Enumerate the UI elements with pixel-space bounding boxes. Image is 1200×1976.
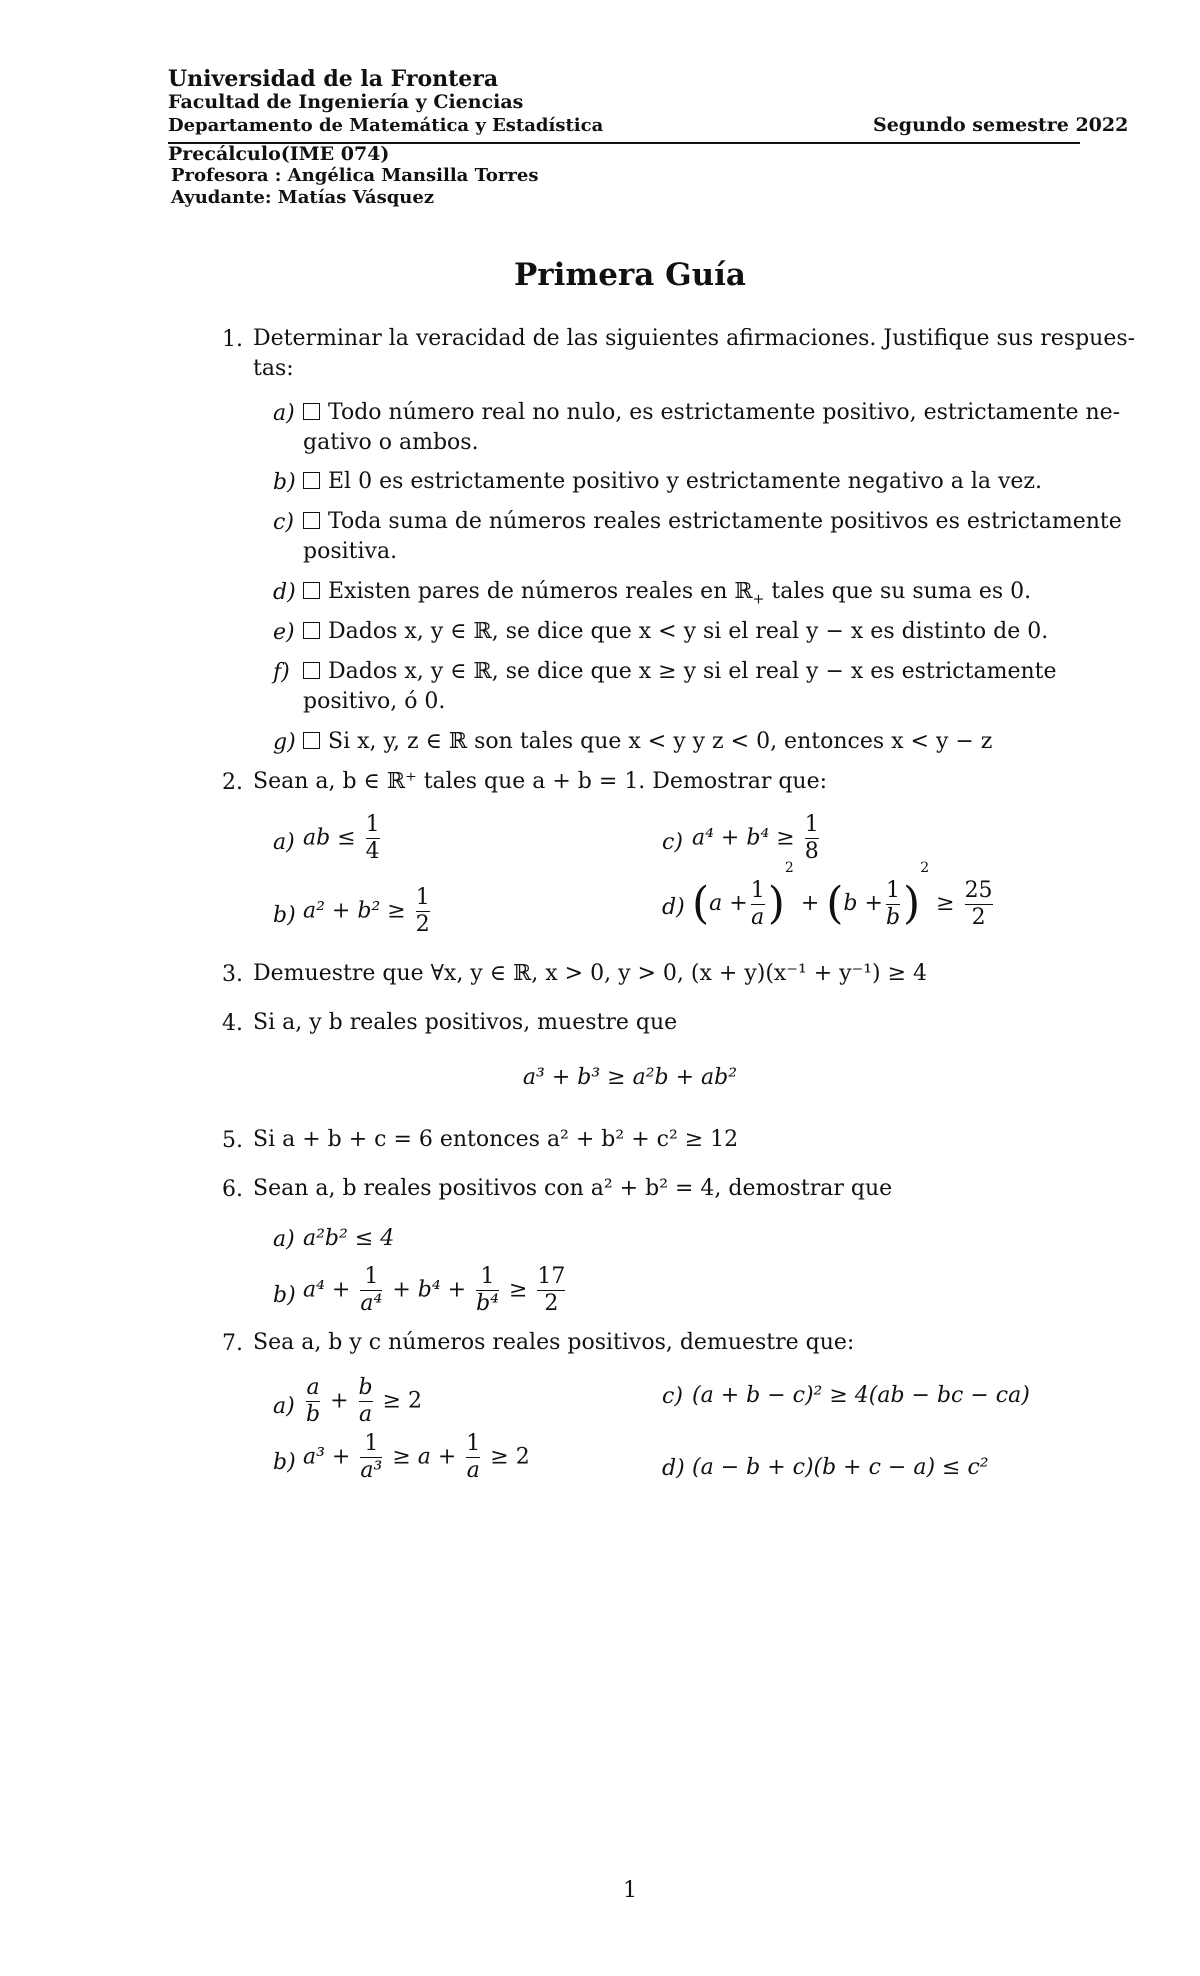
denominator: 8 (804, 839, 819, 864)
q1g-label: g) (273, 730, 296, 755)
q1d-label: d) (273, 580, 296, 605)
plus-sign: + (330, 1388, 349, 1414)
q3-text: Demuestre que ∀x, y ∈ ℝ, x > 0, y > 0, (x + y)(x⁻¹ + y⁻¹) ≥ 4 (253, 961, 928, 986)
q1c-label: c) (273, 510, 294, 535)
q1f-text-line1: Dados x, y ∈ ℝ, se dice que x ≥ y si el real y − x es estrictamente (328, 659, 1057, 684)
q2b-label: b) (273, 903, 296, 928)
q7b-part1: a³ + (303, 1444, 351, 1470)
exponent: 2 (784, 860, 794, 876)
fraction (751, 878, 765, 931)
q6a-label: a) (273, 1227, 295, 1252)
numerator: 25 (964, 877, 993, 903)
q1e-text: Dados x, y ∈ ℝ, se dice que x < y si el real y − x es distinto de 0. (328, 619, 1049, 644)
q1c-text-line2: positiva. (303, 539, 398, 564)
q1-number: 1. (222, 327, 243, 352)
numerator: b (358, 1375, 373, 1400)
q6b-part3: ≥ (508, 1277, 528, 1303)
numerator: a (306, 1375, 320, 1400)
professor: Profesora : Angélica Mansilla Torres (171, 165, 539, 186)
fraction (965, 878, 993, 931)
q1-text-line1: Determinar la veracidad de las siguientes afirmaciones. Justifique sus respues- (253, 326, 1136, 351)
denominator: a³ (360, 1458, 383, 1483)
q1a-item (303, 398, 1120, 458)
denominator: b (306, 1402, 321, 1427)
numerator: 1 (885, 877, 900, 903)
q5-number: 5. (222, 1128, 243, 1153)
right-paren: ) (767, 878, 785, 929)
denominator: 2 (537, 1290, 565, 1317)
q1g-item (303, 727, 992, 757)
q1d-text-post: tales que su suma es 0. (764, 579, 1032, 604)
q2b-lhs: a² + b² ≥ (303, 898, 406, 924)
course-name: Precálculo(IME 074) (168, 143, 390, 165)
left-paren: ( (826, 878, 844, 929)
q1d-subscript: + (752, 591, 765, 608)
q1b-text: El 0 es estrictamente positivo y estrictamente negativo a la vez. (328, 469, 1042, 494)
fraction (476, 1264, 499, 1317)
q7a-rhs: ≥ 2 (382, 1388, 423, 1414)
q1c-text-line1: Toda suma de números reales estrictamente positivos es estrictamente (328, 509, 1122, 534)
faculty-name: Facultad de Ingeniería y Ciencias (168, 91, 524, 113)
q1d-item (303, 577, 1031, 614)
q1d-text-pre: Existen pares de números reales en ℝ (328, 579, 753, 604)
q4-number: 4. (222, 1011, 243, 1036)
q2a-lhs: ab ≤ (303, 825, 356, 851)
q1b-label: b) (273, 470, 296, 495)
denominator: a⁴ (360, 1291, 383, 1316)
q1f-label: f) (273, 660, 290, 685)
q7-number: 7. (222, 1331, 243, 1356)
q7b-label: b) (273, 1450, 296, 1475)
numerator: 1 (750, 877, 765, 903)
right-paren: ) (903, 878, 921, 929)
q1-text (253, 324, 1135, 384)
q1e-item (303, 617, 1048, 647)
q2d-expr (692, 860, 996, 931)
denominator: a (466, 1458, 480, 1483)
fraction (886, 878, 900, 931)
checkbox-icon[interactable] (303, 512, 320, 529)
department-name: Departamento de Matemática y Estadística (168, 115, 604, 136)
q1a-label: a) (273, 401, 295, 426)
checkbox-icon[interactable] (303, 403, 320, 420)
numerator: 1 (466, 1431, 481, 1456)
q1a-text-line1: Todo número real no nulo, es estrictamente positivo, estrictamente ne- (328, 400, 1121, 425)
checkbox-icon[interactable] (303, 662, 320, 679)
fraction (306, 1375, 320, 1428)
q7d-label: d) (662, 1456, 685, 1481)
q4-text: Si a, y b reales positivos, muestre que (253, 1010, 678, 1035)
q7-text: Sea a, b y c números reales positivos, demuestre que: (253, 1330, 855, 1355)
q2d-rhs: ≥ (936, 891, 955, 916)
q1f-item (303, 657, 1057, 717)
q2c-expr (692, 812, 822, 865)
q6-number: 6. (222, 1177, 243, 1202)
q5-text: Si a + b + c = 6 entonces a² + b² + c² ≥ 12 (253, 1127, 739, 1152)
q6b-part2: + b⁴ + (392, 1277, 467, 1303)
fraction (359, 1375, 373, 1428)
numerator: 1 (364, 1431, 379, 1456)
numerator: 1 (415, 885, 430, 910)
q2d-label: d) (662, 895, 685, 920)
numerator: 17 (537, 1264, 566, 1289)
fraction (366, 812, 380, 865)
denominator: 2 (415, 912, 430, 937)
q1f-text-line2: positivo, ó 0. (303, 689, 446, 714)
q1a-text-line2: gativo o ambos. (303, 430, 479, 455)
checkbox-icon[interactable] (303, 472, 320, 489)
denominator: b (885, 904, 901, 930)
q6b-expr (303, 1264, 568, 1317)
denominator: 2 (965, 904, 993, 931)
exponent: 2 (920, 860, 930, 876)
checkbox-icon[interactable] (303, 732, 320, 749)
q1b-item (303, 467, 1042, 497)
university-name: Universidad de la Frontera (168, 66, 499, 92)
q1g-text: Si x, y, z ∈ ℝ son tales que x < y y z < 0, entonces x < y − z (328, 729, 993, 754)
semester: Segundo semestre 2022 (873, 114, 1129, 136)
q2c-label: c) (662, 830, 683, 855)
checkbox-icon[interactable] (303, 622, 320, 639)
fraction (805, 812, 819, 865)
q7a-expr (303, 1375, 422, 1428)
q7b-part3: ≥ 2 (490, 1444, 530, 1470)
q2-text: Sean a, b ∈ ℝ⁺ tales que a + b = 1. Demostrar que: (253, 769, 828, 794)
q6-text: Sean a, b reales positivos con a² + b² = 4, demostrar que (253, 1176, 893, 1201)
q2-number: 2. (222, 770, 243, 795)
q6a-expr: a²b² ≤ 4 (303, 1226, 395, 1251)
fraction (416, 885, 430, 938)
assistant: Ayudante: Matías Vásquez (171, 187, 435, 208)
q2b-expr (303, 885, 433, 938)
fraction (466, 1431, 480, 1484)
denominator: b⁴ (476, 1291, 499, 1316)
denominator: a (751, 904, 765, 930)
q2a-label: a) (273, 830, 295, 855)
q2d-a-plus: a + (709, 891, 748, 916)
q6b-label: b) (273, 1283, 296, 1308)
plus-sign: + (800, 891, 820, 916)
q4-equation: a³ + b³ ≥ a²b + ab² (522, 1065, 738, 1090)
q7b-part2: ≥ a + (392, 1444, 457, 1470)
q7d-expr: (a − b + c)(b + c − a) ≤ c² (692, 1455, 989, 1480)
page-title: Primera Guía (513, 257, 747, 293)
numerator: 1 (804, 812, 819, 837)
q1e-label: e) (273, 620, 295, 645)
q2c-lhs: a⁴ + b⁴ ≥ (692, 825, 795, 851)
q2d-b-plus: b + (843, 891, 883, 916)
q2a-expr (303, 812, 383, 865)
q7c-label: c) (662, 1384, 683, 1409)
q6b-part1: a⁴ + (303, 1277, 351, 1303)
q7c-expr: (a + b − c)² ≥ 4(ab − bc − ca) (692, 1383, 1030, 1408)
fraction (537, 1264, 565, 1317)
fraction (360, 1264, 382, 1317)
left-paren: ( (692, 878, 710, 929)
numerator: 1 (480, 1264, 495, 1289)
numerator: 1 (365, 812, 380, 837)
checkbox-icon[interactable] (303, 582, 320, 599)
q7a-label: a) (273, 1394, 295, 1419)
fraction (360, 1431, 382, 1484)
denominator: 4 (365, 839, 380, 864)
q1-text-line2: tas: (253, 356, 294, 381)
q1c-item (303, 507, 1122, 567)
numerator: 1 (364, 1264, 379, 1289)
denominator: a (359, 1402, 373, 1427)
page-number: 1 (623, 1878, 637, 1903)
q7b-expr (303, 1431, 530, 1484)
q3-number: 3. (222, 962, 243, 987)
